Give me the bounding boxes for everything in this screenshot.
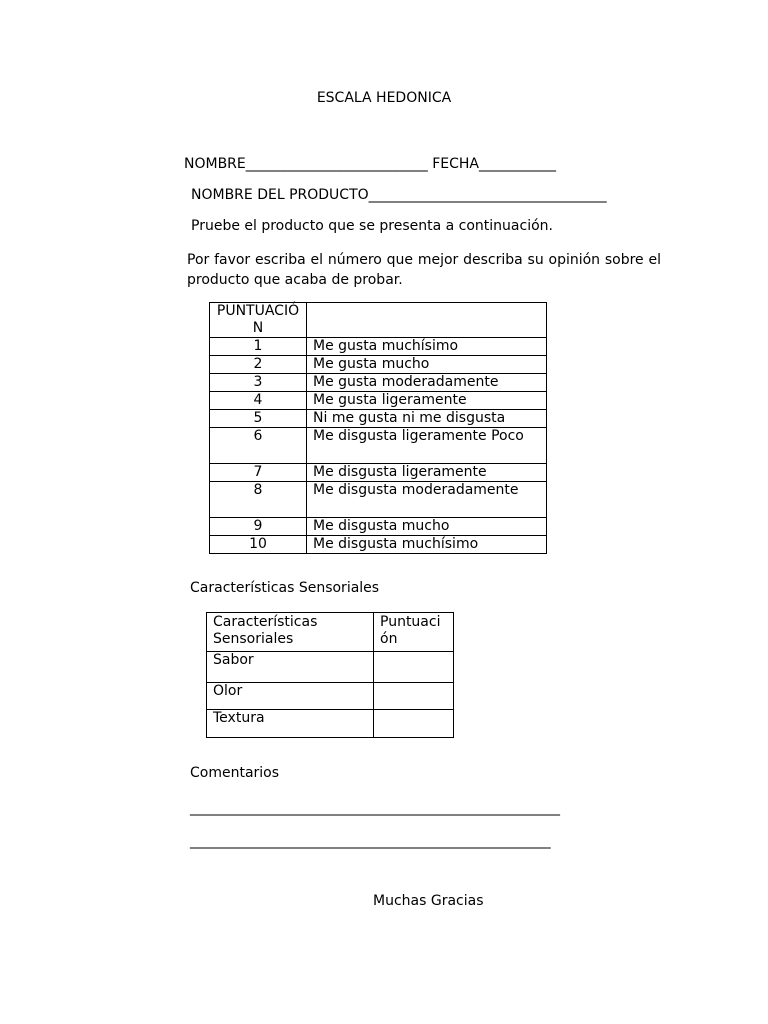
description-cell: Me gusta mucho — [307, 356, 547, 374]
table-row — [210, 518, 547, 536]
description-cell: Me disgusta mucho — [307, 518, 547, 536]
producto-line: NOMBRE DEL PRODUCTO__________________________________ — [191, 187, 607, 203]
table-row — [210, 536, 547, 554]
table-row — [210, 374, 547, 392]
table-row — [207, 710, 454, 738]
sensory-column-header: Características Sensoriales — [207, 613, 374, 652]
table-row — [210, 410, 547, 428]
description-cell: Me disgusta ligeramente — [307, 464, 547, 482]
description-cell: Me disgusta muchísimo — [307, 536, 547, 554]
comment-line-2: _____________________________________________________ — [190, 833, 551, 849]
score-cell: 6 — [210, 428, 307, 464]
score-input-cell[interactable] — [374, 710, 454, 738]
instruction-1: Pruebe el producto que se presenta a continuación. — [191, 218, 553, 234]
score-column-header: PUNTUACIÓN — [210, 303, 307, 338]
table-row — [210, 482, 547, 518]
score-cell: 7 — [210, 464, 307, 482]
description-cell: Me gusta moderadamente — [307, 374, 547, 392]
instruction-2: Por favor escriba el número que mejor describa su opinión sobre el producto que acaba de probar. — [187, 252, 661, 288]
table-row — [210, 428, 547, 464]
table-row — [210, 392, 547, 410]
score-cell: 1 — [210, 338, 307, 356]
table-row — [210, 356, 547, 374]
sensory-attribute-cell: Olor — [207, 683, 374, 710]
table-row — [207, 613, 454, 652]
document-title: ESCALA HEDONICA — [316, 90, 452, 106]
score-cell: 5 — [210, 410, 307, 428]
description-cell: Ni me gusta ni me disgusta — [307, 410, 547, 428]
score-cell: 9 — [210, 518, 307, 536]
description-cell: Me disgusta ligeramente Poco — [307, 428, 547, 464]
score-cell: 2 — [210, 356, 307, 374]
puntuacion-column-header: Puntuación — [374, 613, 454, 652]
score-cell: 4 — [210, 392, 307, 410]
table-row — [210, 464, 547, 482]
description-cell: Me disgusta moderadamente — [307, 482, 547, 518]
score-cell: 10 — [210, 536, 307, 554]
score-input-cell[interactable] — [374, 683, 454, 710]
description-cell: Me gusta ligeramente — [307, 392, 547, 410]
table-row — [207, 683, 454, 710]
sensory-attribute-cell: Sabor — [207, 652, 374, 683]
sensory-heading: Características Sensoriales — [190, 580, 380, 596]
description-column-header — [307, 303, 547, 338]
nombre-fecha-line: NOMBRE__________________________ FECHA___________ — [184, 156, 556, 172]
comment-line-1: ______________________________________________________ — [190, 800, 560, 816]
sensory-attribute-cell: Textura — [207, 710, 374, 738]
comments-heading: Comentarios — [190, 765, 280, 781]
score-cell: 3 — [210, 374, 307, 392]
table-row — [207, 652, 454, 683]
sensory-table — [206, 612, 454, 738]
hedonic-scale-table — [209, 302, 547, 554]
table-row — [210, 303, 547, 338]
closing-text: Muchas Gracias — [373, 893, 484, 909]
description-cell: Me gusta muchísimo — [307, 338, 547, 356]
table-row — [210, 338, 547, 356]
score-input-cell[interactable] — [374, 652, 454, 683]
score-cell: 8 — [210, 482, 307, 518]
